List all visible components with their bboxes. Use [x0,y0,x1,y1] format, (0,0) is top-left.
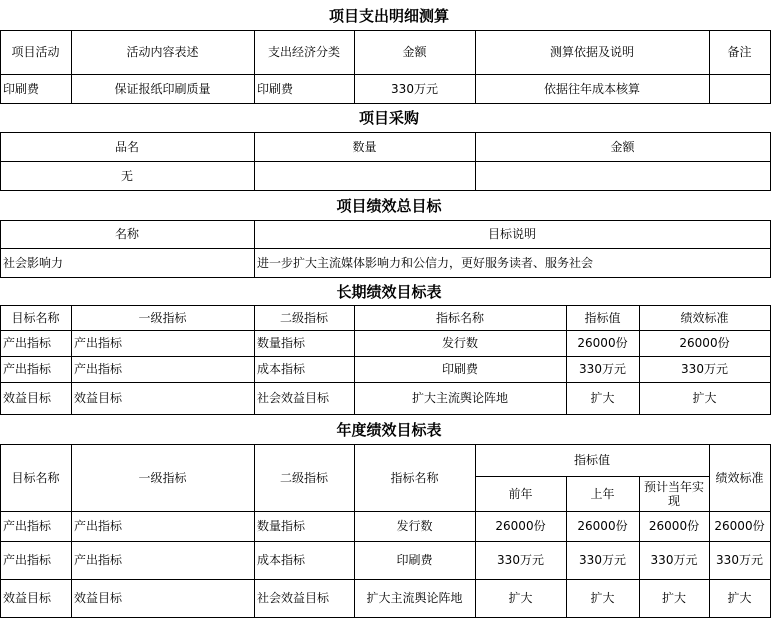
annual-indicator-name-cell[interactable]: 发行数 [396,519,433,533]
annual-level1-indicator-cell[interactable]: 产出指标 [74,553,123,567]
longterm-indicator-name-header[interactable]: 指标名称 [435,310,484,325]
annual-year-before-last-header[interactable]: 前年 [508,486,533,501]
goal-name-cell[interactable]: 社会影响力 [3,255,64,270]
longterm-target-name-header[interactable]: 目标名称 [11,310,60,325]
annual-indicator-name-header[interactable]: 指标名称 [390,470,439,485]
annual-target-name-cell[interactable]: 产出指标 [3,519,52,533]
project-activity-header[interactable]: 项目活动 [11,45,60,59]
expense-section-title: 项目支出明细测算 [328,6,449,25]
longterm-indicator-name-cell[interactable]: 扩大主流舆论阵地 [411,391,508,405]
annual-year-before-last-cell[interactable]: 扩大 [508,591,533,605]
annual-section-title: 年度绩效目标表 [336,420,442,439]
activity-description-header[interactable]: 活动内容表述 [126,45,199,59]
longterm-level1-indicator-cell[interactable]: 产出指标 [74,336,123,350]
overall-goal-section-title: 项目绩效总目标 [336,196,442,215]
economic-classification-header[interactable]: 支出经济分类 [267,45,340,59]
procurement-amount-header[interactable]: 金额 [610,139,635,154]
annual-level1-indicator-cell[interactable]: 效益目标 [74,591,123,605]
annual-target-name-header[interactable]: 目标名称 [11,470,60,485]
grid-line [770,305,771,415]
longterm-indicator-value-cell[interactable]: 扩大 [590,391,615,405]
longterm-performance-standard-header[interactable]: 绩效标准 [680,310,729,325]
annual-level2-indicator-cell[interactable]: 数量指标 [257,519,306,533]
economic-classification-cell[interactable]: 印刷费 [257,81,294,96]
grid-line [770,132,771,191]
annual-target-name-cell[interactable]: 效益目标 [3,591,52,605]
annual-level2-indicator-cell[interactable]: 成本指标 [257,553,306,567]
annual-expected-this-year-cell[interactable]: 扩大 [661,591,686,605]
annual-last-year-header[interactable]: 上年 [590,486,615,501]
procurement-item-name-cell[interactable]: 无 [120,168,133,183]
annual-performance-standard-cell[interactable]: 330万元 [716,553,763,567]
longterm-level2-indicator-cell[interactable]: 社会效益目标 [257,391,330,405]
longterm-target-name-cell[interactable]: 产出指标 [3,336,52,350]
annual-last-year-cell[interactable]: 26000份 [577,519,628,533]
annual-year-before-last-cell[interactable]: 330万元 [497,553,544,567]
amount-cell[interactable]: 330万元 [391,81,438,96]
grid-line [770,30,771,104]
calculation-basis-header[interactable]: 测算依据及说明 [549,45,634,59]
annual-year-before-last-cell[interactable]: 26000份 [495,519,546,533]
annual-level1-indicator-cell[interactable]: 产出指标 [74,519,123,533]
annual-indicator-value-header[interactable]: 指标值 [573,453,610,467]
amount-header[interactable]: 金额 [402,45,427,59]
annual-target-name-cell[interactable]: 产出指标 [3,553,52,567]
grid-line [770,444,771,618]
annual-last-year-cell[interactable]: 330万元 [579,553,626,567]
longterm-performance-standard-cell[interactable]: 26000份 [679,336,730,350]
goal-description-cell[interactable]: 进一步扩大主流媒体影响力和公信力，更好服务读者、服务社会 [257,255,594,270]
longterm-indicator-value-cell[interactable]: 26000份 [577,336,628,350]
annual-indicator-name-cell[interactable]: 印刷费 [396,553,433,567]
longterm-target-name-cell[interactable]: 产出指标 [3,362,52,376]
annual-expected-this-year-cell[interactable]: 26000份 [648,519,700,533]
activity-description-cell[interactable]: 保证报纸印刷质量 [114,81,211,96]
longterm-performance-standard-cell[interactable]: 330万元 [681,362,728,376]
longterm-level2-indicator-cell[interactable]: 成本指标 [257,362,306,376]
goal-description-header[interactable]: 目标说明 [487,227,536,241]
procurement-section-title: 项目采购 [358,109,419,127]
longterm-level1-indicator-cell[interactable]: 产出指标 [74,362,123,376]
remarks-header[interactable]: 备注 [727,45,752,59]
goal-name-header[interactable]: 名称 [114,227,139,241]
project-activity-cell[interactable]: 印刷费 [3,81,40,96]
annual-performance-standard-cell[interactable]: 26000份 [714,519,765,533]
procurement-quantity-cell[interactable] [254,161,475,190]
longterm-performance-standard-cell[interactable]: 扩大 [692,391,717,405]
procurement-quantity-header[interactable]: 数量 [352,139,377,154]
procurement-item-name-header[interactable]: 品名 [114,139,139,154]
annual-level2-indicator-cell[interactable]: 社会效益目标 [257,591,330,605]
longterm-indicator-value-header[interactable]: 指标值 [584,310,621,325]
annual-level1-indicator-header[interactable]: 一级指标 [138,470,187,485]
procurement-amount-cell[interactable] [475,161,770,190]
grid-line [0,617,771,618]
longterm-indicator-value-cell[interactable]: 330万元 [579,362,626,376]
remarks-cell[interactable] [709,74,770,103]
annual-performance-standard-header[interactable]: 绩效标准 [715,470,764,485]
annual-last-year-cell[interactable]: 扩大 [590,591,615,605]
longterm-target-name-cell[interactable]: 效益目标 [3,391,52,405]
longterm-section-title: 长期绩效目标表 [336,282,442,301]
annual-performance-standard-cell[interactable]: 扩大 [727,591,752,605]
annual-indicator-name-cell[interactable]: 扩大主流舆论阵地 [366,591,463,605]
longterm-level2-indicator-cell[interactable]: 数量指标 [257,336,306,350]
longterm-level1-indicator-header[interactable]: 一级指标 [138,310,187,325]
annual-expected-this-year-header[interactable]: 预计当年实现 [643,479,704,508]
longterm-indicator-name-cell[interactable]: 发行数 [441,336,478,350]
longterm-level1-indicator-cell[interactable]: 效益目标 [74,391,123,405]
longterm-level2-indicator-header[interactable]: 二级指标 [279,310,328,325]
annual-level2-indicator-header[interactable]: 二级指标 [279,470,328,485]
longterm-indicator-name-cell[interactable]: 印刷费 [441,362,478,376]
calculation-basis-cell[interactable]: 依据往年成本核算 [543,81,640,96]
annual-expected-this-year-cell[interactable]: 330万元 [650,553,698,567]
